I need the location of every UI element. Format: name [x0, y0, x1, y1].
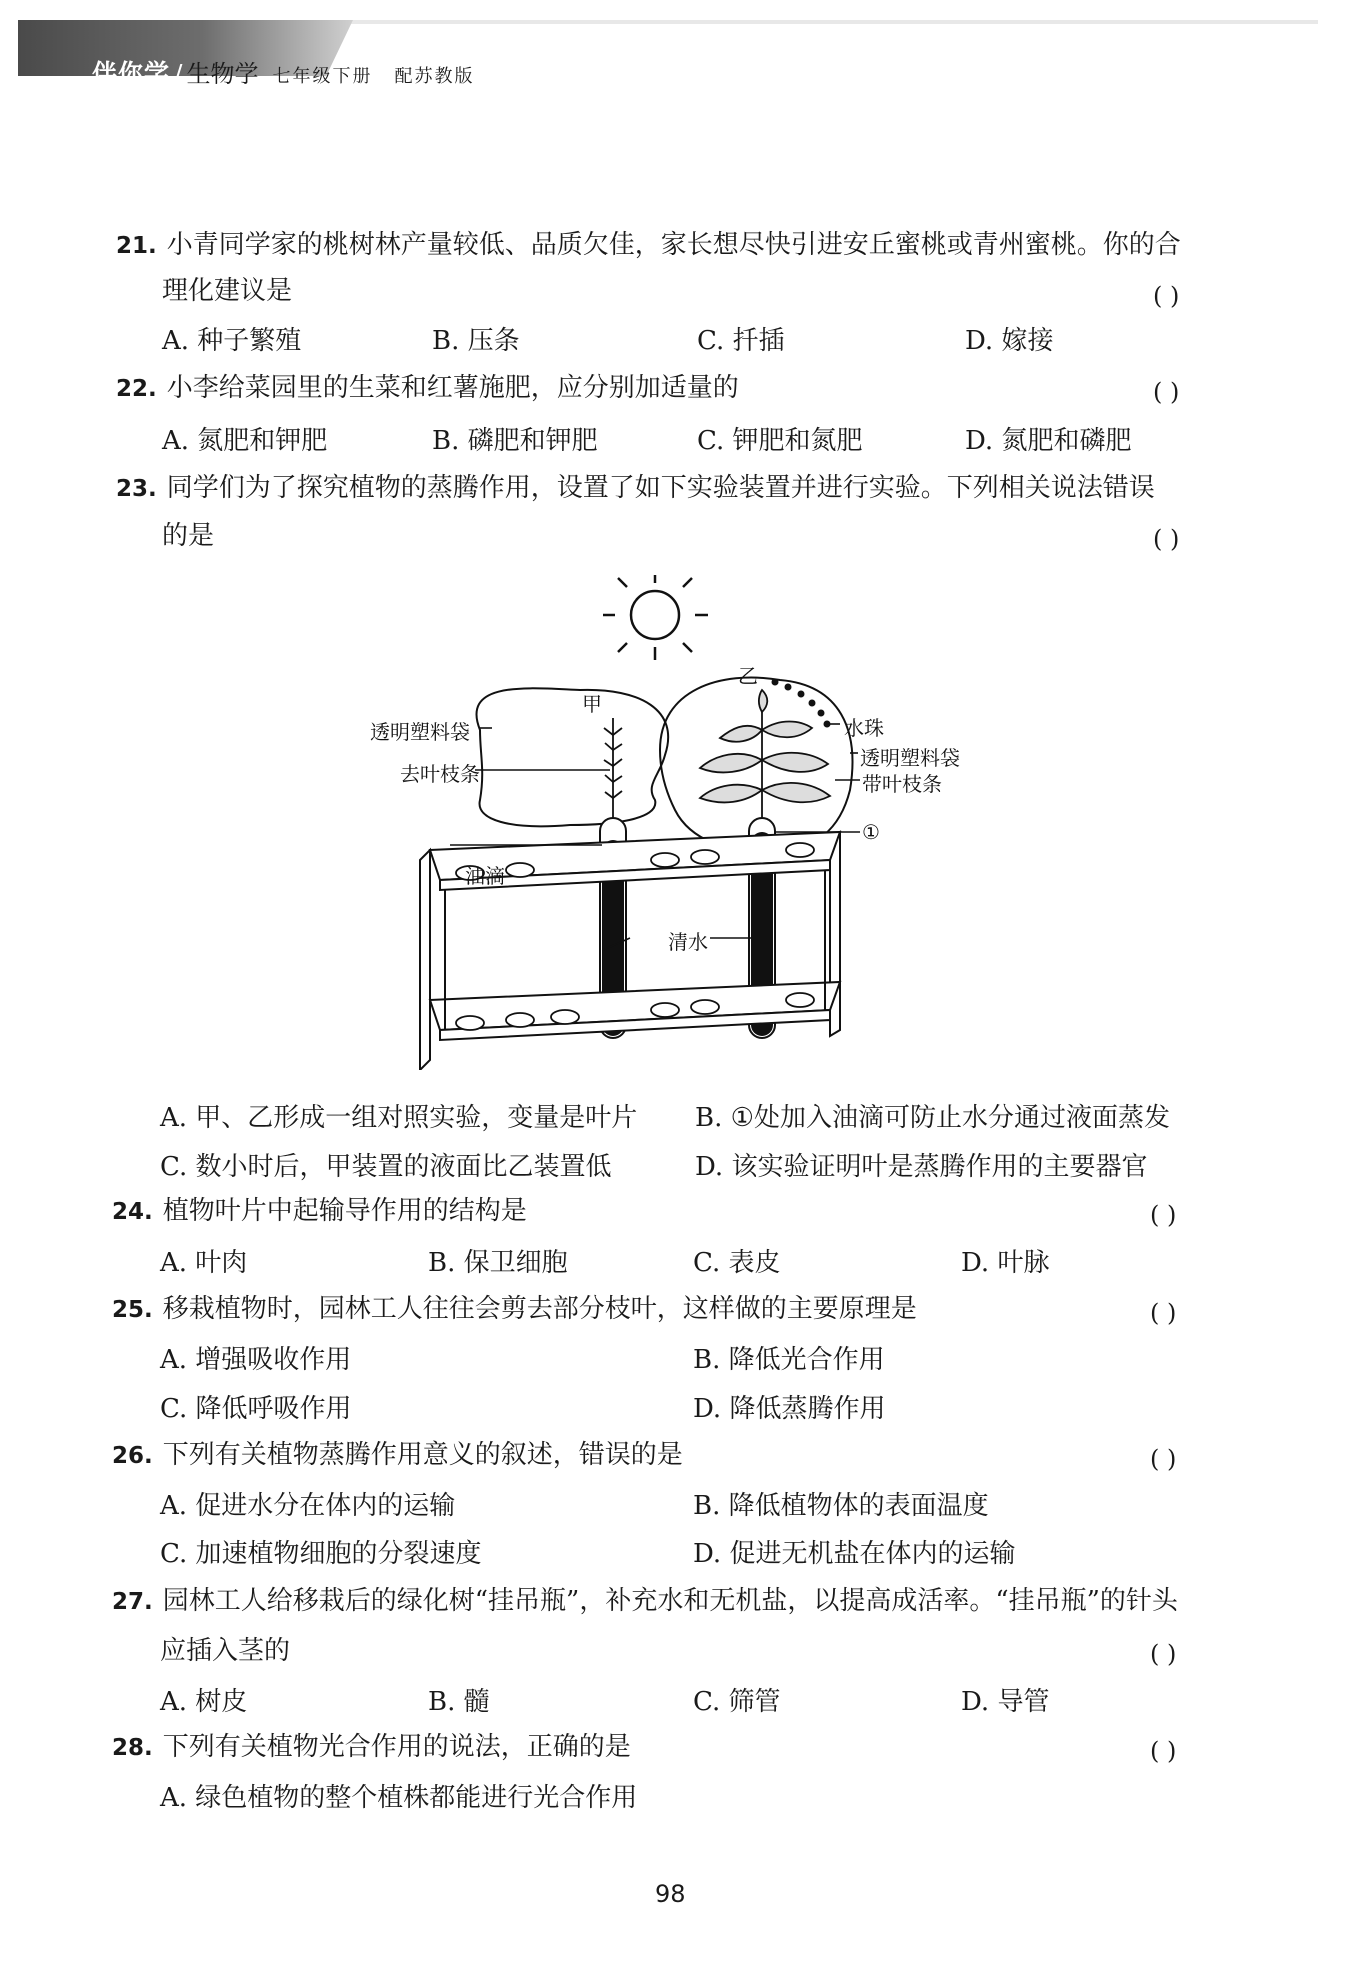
option-b[interactable]: B. 降低植物体的表面温度	[693, 1491, 989, 1521]
label-marker-1: ①	[862, 820, 880, 844]
option-a[interactable]: A. 树皮	[160, 1687, 248, 1717]
option-a[interactable]: A. 叶肉	[160, 1248, 248, 1278]
question-26	[112, 1435, 1232, 1476]
option-b[interactable]: B. 保卫细胞	[428, 1248, 568, 1278]
answer-blank[interactable]: ( )	[1150, 1201, 1177, 1229]
option-d[interactable]: D. 氮肥和磷肥	[965, 426, 1132, 456]
question-number: 25.	[112, 1297, 153, 1323]
question-number: 26.	[112, 1443, 153, 1469]
option-a[interactable]: A. 增强吸收作用	[160, 1345, 352, 1375]
option-d[interactable]: D. 促进无机盐在体内的运输	[693, 1539, 1016, 1569]
option-c[interactable]: C. 筛管	[693, 1687, 781, 1717]
label-jia: 甲	[582, 692, 602, 716]
option-c[interactable]: C. 钾肥和氮肥	[697, 426, 863, 456]
brand-title: 伴你学	[92, 59, 171, 88]
question-21	[116, 225, 1236, 266]
transpiration-experiment-figure	[360, 570, 1060, 1070]
question-24	[112, 1191, 1232, 1232]
question-27	[112, 1581, 1232, 1622]
answer-blank[interactable]: ( )	[1150, 1299, 1177, 1327]
question-number: 27.	[112, 1589, 153, 1615]
question-28	[112, 1727, 1232, 1768]
option-b[interactable]: B. 髓	[428, 1687, 490, 1717]
label-bag-right: 透明塑料袋	[860, 746, 960, 770]
apparatus-diagram	[360, 570, 1060, 1070]
option-a[interactable]: A. 氮肥和钾肥	[162, 426, 328, 456]
option-c[interactable]: C. 加速植物细胞的分裂速度	[160, 1539, 482, 1569]
option-b[interactable]: B. 压条	[432, 326, 520, 356]
leafless-branch	[604, 718, 622, 832]
option-c[interactable]: C. 扦插	[697, 326, 785, 356]
question-stem: 同学们为了探究植物的蒸腾作用，设置了如下实验装置并进行实验。下列相关说法错误	[166, 473, 1155, 503]
label-leafy-branch: 带叶枝条	[862, 772, 942, 796]
answer-blank[interactable]: ( )	[1153, 525, 1180, 553]
leafy-branch	[700, 690, 830, 832]
page-number: 98	[655, 1880, 686, 1908]
answer-blank[interactable]: ( )	[1153, 282, 1180, 310]
option-b[interactable]: B. 降低光合作用	[693, 1345, 885, 1375]
question-23	[116, 468, 1236, 509]
question-stem: 园林工人给移栽后的绿化树“挂吊瓶”，补充水和无机盐，以提高成活率。“挂吊瓶”的针头	[162, 1586, 1178, 1616]
option-d[interactable]: D. 叶脉	[961, 1248, 1050, 1278]
label-clear-water: 清水	[668, 930, 708, 954]
water-beads	[772, 679, 831, 728]
answer-blank[interactable]: ( )	[1150, 1445, 1177, 1473]
option-b[interactable]: B. ①处加入油滴可防止水分通过液面蒸发	[695, 1103, 1170, 1133]
answer-blank[interactable]: ( )	[1153, 378, 1180, 406]
question-stem: 小李给菜园里的生菜和红薯施肥，应分别加适量的	[166, 373, 739, 403]
question-number: 21.	[116, 233, 157, 259]
question-number: 24.	[112, 1199, 153, 1225]
option-b[interactable]: B. 磷肥和钾肥	[432, 426, 598, 456]
question-25	[112, 1289, 1232, 1330]
option-a[interactable]: A. 甲、乙形成一组对照实验，变量是叶片	[160, 1103, 638, 1133]
grade-label: 七年级下册	[272, 66, 373, 87]
label-water-beads: 水珠	[844, 716, 884, 740]
running-header	[92, 54, 474, 90]
question-stem-cont: 理化建议是	[162, 276, 293, 306]
label-yi: 乙	[738, 664, 758, 688]
subject-title: 生物学	[186, 60, 259, 88]
option-c[interactable]: C. 降低呼吸作用	[160, 1394, 352, 1424]
header-slash: /	[174, 59, 183, 88]
question-number: 23.	[116, 476, 157, 502]
answer-blank[interactable]: ( )	[1150, 1737, 1177, 1765]
option-d[interactable]: D. 嫁接	[965, 326, 1054, 356]
question-stem: 植物叶片中起输导作用的结构是	[162, 1196, 527, 1226]
answer-blank[interactable]: ( )	[1150, 1640, 1177, 1668]
question-stem: 小青同学家的桃树林产量较低、品质欠佳，家长想尽快引进安丘蜜桃或青州蜜桃。你的合	[166, 230, 1181, 260]
option-d[interactable]: D. 降低蒸腾作用	[693, 1394, 886, 1424]
label-bag-left: 透明塑料袋	[370, 720, 470, 744]
option-a[interactable]: A. 种子繁殖	[162, 326, 302, 356]
question-22	[116, 368, 1236, 409]
label-leafless-branch: 去叶枝条	[400, 762, 480, 786]
question-stem: 下列有关植物蒸腾作用意义的叙述，错误的是	[162, 1440, 683, 1470]
option-d[interactable]: D. 该实验证明叶是蒸腾作用的主要器官	[695, 1152, 1148, 1182]
question-stem-cont: 应插入茎的	[160, 1636, 291, 1666]
label-oil-drop: 油滴	[465, 864, 505, 888]
option-a[interactable]: A. 促进水分在体内的运输	[160, 1491, 456, 1521]
question-number: 28.	[112, 1735, 153, 1761]
question-number: 22.	[116, 376, 157, 402]
edition-label: 配苏教版	[394, 66, 475, 87]
option-c[interactable]: C. 表皮	[693, 1248, 781, 1278]
option-c[interactable]: C. 数小时后，甲装置的液面比乙装置低	[160, 1152, 612, 1182]
question-stem-cont: 的是	[162, 521, 215, 551]
sun-icon	[603, 575, 708, 660]
question-stem: 移栽植物时，园林工人往往会剪去部分枝叶，这样做的主要原理是	[162, 1294, 917, 1324]
option-d[interactable]: D. 导管	[961, 1687, 1050, 1717]
plastic-bag-left	[476, 688, 668, 826]
question-stem: 下列有关植物光合作用的说法，正确的是	[162, 1732, 631, 1762]
option-a[interactable]: A. 绿色植物的整个植株都能进行光合作用	[160, 1783, 638, 1813]
